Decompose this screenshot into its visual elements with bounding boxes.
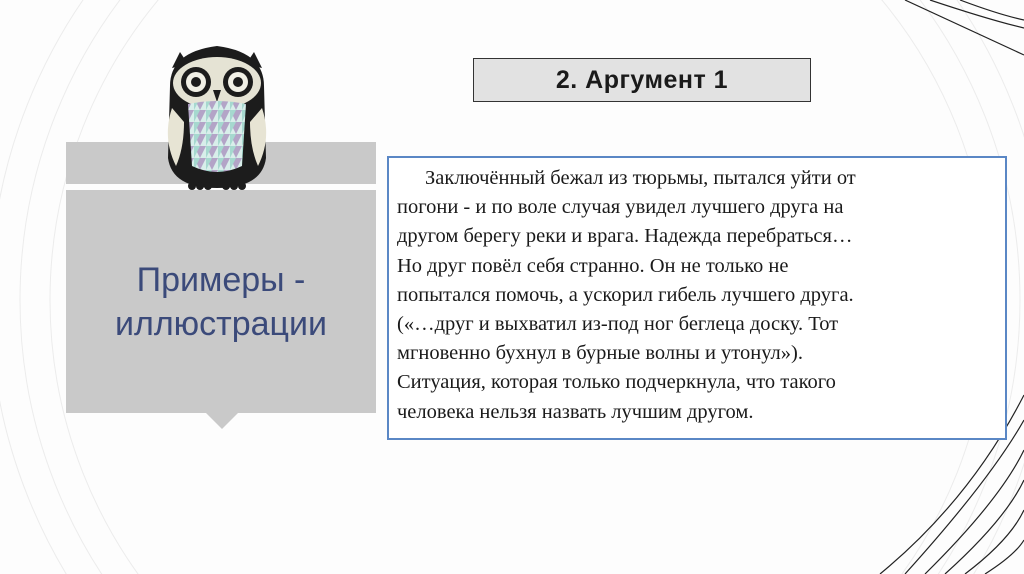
panel-title-line-1: Примеры -	[136, 260, 306, 299]
body-line-8: Ситуация, которая только подчеркнула, что такого	[397, 371, 836, 394]
argument-text-box	[387, 156, 1007, 440]
panel-title	[115, 258, 327, 346]
body-line-5: попытался помочь, а ускорил гибель лучшего друга.	[397, 283, 854, 306]
body-line-9: человека нельзя назвать лучшим другом.	[397, 400, 754, 423]
body-line-4: Но друг повёл себя странно. Он не только не	[397, 254, 789, 277]
panel-title-line-2: иллюстрации	[114, 304, 328, 343]
heading-box	[473, 58, 811, 102]
body-line-7: мгновенно бухнул в бурные волны и утонул»).	[397, 342, 803, 365]
panel-pointer	[205, 412, 239, 429]
body-line-1: Заключённый бежал из тюрьмы, пытался уйти от	[425, 167, 856, 189]
body-line-6: («…друг и выхватил из-под ног беглеца доску. Тот	[397, 313, 839, 336]
owl-icon	[158, 38, 276, 194]
section-panel	[66, 190, 376, 413]
slide-heading: 2. Аргумент 1	[555, 65, 729, 94]
body-line-2: погони - и по воле случая увидел лучшего друга на	[397, 196, 844, 219]
argument-paragraph	[397, 164, 997, 427]
body-line-3: другом берегу реки и врага. Надежда перебраться…	[397, 225, 853, 248]
